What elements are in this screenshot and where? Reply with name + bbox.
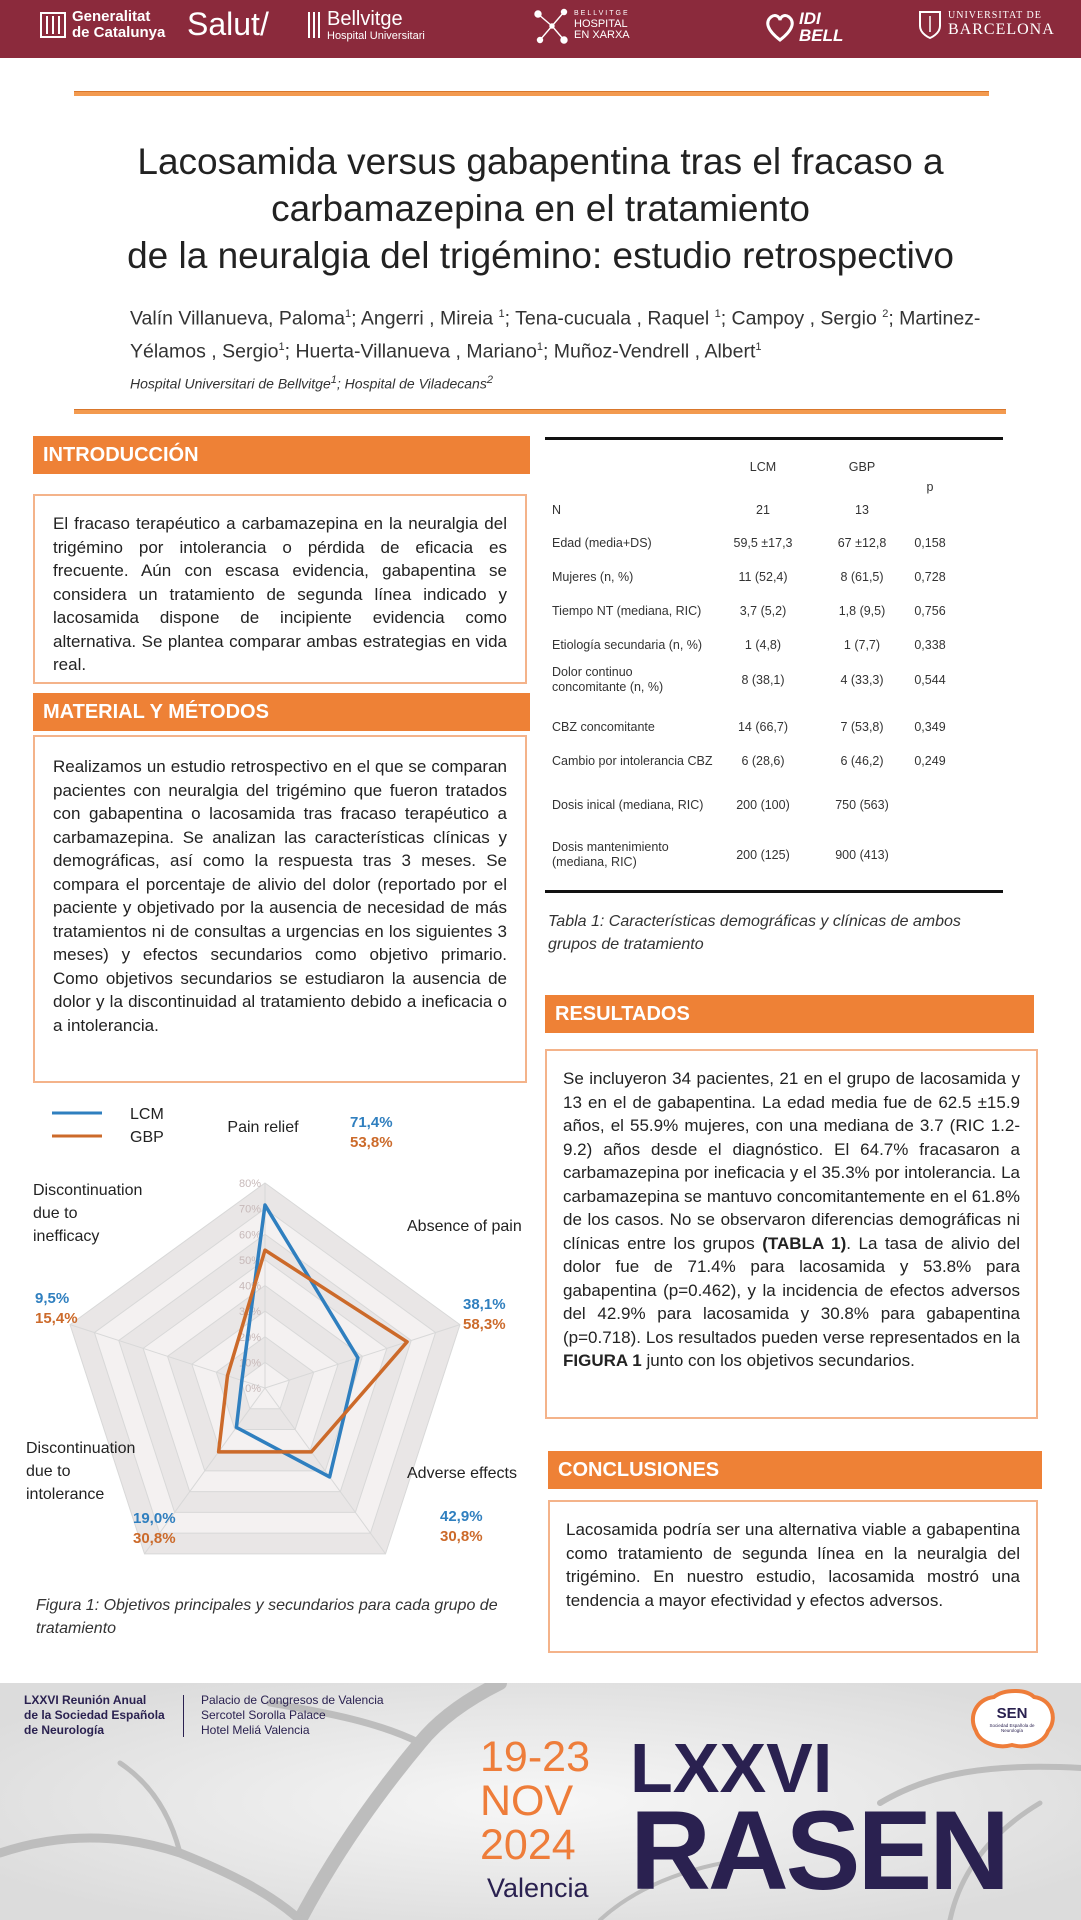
congress-city: Valencia (487, 1873, 589, 1903)
venue-line2: Sercotel Sorolla Palace (201, 1708, 326, 1722)
sen-logo-sub: Sociedad Española de Neurología (989, 1723, 1035, 1733)
radar-tick-label: 70% (238, 1203, 261, 1216)
congress-big-rasen: RASEN (630, 1788, 1008, 1913)
affiliation: Hospital Universitari de Bellvitge (130, 375, 331, 392)
author: ; Tena-cucuala , Raquel (504, 307, 715, 330)
meeting-line1: LXXVI Reunión Anual (24, 1693, 147, 1707)
table-cell-gbp: 8 (61,5) (840, 570, 884, 584)
radar-tick-label: 80% (238, 1178, 261, 1190)
generalitat-emblem-icon (40, 12, 66, 38)
radar-value-gbp: 30,8% (440, 1528, 483, 1545)
affil-sup: 1 (330, 374, 337, 386)
title-top-divider (74, 91, 989, 96)
sen-brain-icon (964, 1687, 1060, 1757)
table-cell-lcm: 3,7 (5,2) (739, 604, 787, 618)
radar-value-lcm: 9,5% (35, 1290, 70, 1307)
idibell-line2: BELL (799, 26, 844, 45)
table-col-lcm: LCM (749, 460, 777, 474)
table-cell-p: 0,728 (914, 570, 946, 584)
table-row-label: Dosis inical (mediana, RIC) (552, 798, 704, 812)
table-cell-p: 0,756 (914, 604, 946, 618)
generalitat-line1: Generalitat (72, 8, 151, 25)
conclusiones-box (548, 1500, 1038, 1653)
table-col-p: p (926, 480, 934, 494)
introduccion-box (33, 494, 527, 684)
resultados-bold-ref: FIGURA 1 (563, 1351, 642, 1370)
date-line1: 19-23 (480, 1733, 590, 1781)
radar-axis-label: due to (33, 1205, 78, 1222)
author: ; Angerri , Mireia (351, 307, 499, 330)
table-cell-gbp: 6 (46,2) (840, 754, 884, 768)
bellvitge-sub: Hospital Universitari (327, 30, 425, 42)
radar-value-lcm: 19,0% (133, 1510, 176, 1527)
meeting-name (24, 1693, 165, 1738)
table-row-label: Dosis mantenimiento (mediana, RIC) (552, 840, 669, 869)
table-cell-lcm: 6 (28,6) (741, 754, 785, 768)
resultados-text (563, 1067, 1020, 1373)
ub-seal-icon (918, 10, 942, 40)
date-line3: 2024 (480, 1821, 576, 1869)
sen-logo-text: SEN (996, 1705, 1028, 1722)
table-cell-gbp: 900 (413) (835, 848, 889, 862)
resultados-box (545, 1049, 1038, 1419)
table-bottom-rule (545, 890, 1003, 893)
radar-tick-label: 50% (238, 1254, 261, 1267)
ub-line1: UNIVERSITAT DE (948, 10, 1042, 21)
radar-value-lcm: 38,1% (463, 1296, 506, 1313)
idibell-heart-icon (763, 10, 797, 44)
affil-sup: 2 (486, 374, 493, 386)
table-cell-p: 0,249 (914, 754, 946, 768)
meeting-line3: de Neurología (24, 1723, 105, 1737)
table-cell-p: 0,158 (914, 536, 946, 550)
table-cell-gbp: 1,8 (9,5) (838, 604, 886, 618)
table-cell-lcm: 59,5 ±17,3 (733, 536, 793, 550)
table-row-label: Cambio por intolerancia CBZ (552, 754, 713, 768)
resultados-text-part: . La tasa de alivio del dolor fue de 71.4% para lacosamida y 53.8% para gabapentina (p=0.462), y la incidencia de efectos adversos del 42.9% para lacosamida y 30.8% para gabapentina (p=0.718). Los resultados pueden verse representados en la (563, 1233, 1020, 1347)
legend-label-lcm: LCM (130, 1106, 164, 1123)
network-nodes-icon (530, 6, 570, 46)
affil-sup: 1 (714, 308, 721, 320)
affil-sup: 1 (278, 340, 285, 353)
hxarxa-line1: BELLVITGE (574, 10, 630, 17)
radar-axis-label: Absence of pain (407, 1218, 522, 1235)
radar-value-gbp: 53,8% (350, 1134, 393, 1151)
table-cell-p: 0,349 (914, 720, 946, 734)
generalitat-line2: de Catalunya (72, 24, 166, 41)
meeting-line2: de la Sociedad Española (24, 1708, 165, 1722)
table-cell-lcm: 200 (100) (736, 798, 790, 812)
venue-line1: Palacio de Congresos de Valencia (201, 1693, 384, 1707)
conclusiones-text: Lacosamida podría ser una alternativa viable a gabapentina como tratamiento de segunda línea en la neuralgia del trigémino. En nuestro estudio, lacosamida mostró una tendencia a mayor efectividad y efectos adversos. (566, 1520, 1020, 1610)
ub-line2: BARCELONA (948, 21, 1055, 38)
table-row-label: Dolor continuo concomitante (n, %) (552, 665, 664, 694)
radar-value-gbp: 30,8% (133, 1530, 176, 1547)
resultados-text-part: Se incluyeron 34 pacientes, 21 en el grupo de lacosamida y 13 en el de gabapentina. La edad media fue de 62.5 ±15.9 años, el 55.9% mujeres, con una mediana de 3.7 (RIC 1.2-9.2) años desde el diagnóstico. El 64.7% fracasaron a carbamazepina por ineficacia y el 35.3% por intolerancia. La carbamazepina se mantuvo concomitantemente en el 61.8% de los casos. No se observaron diferencias demográficas ni clínicas entre los grupos (563, 1069, 1020, 1253)
radar-axis-label: Adverse effects (407, 1465, 517, 1482)
table-row-label: Edad (media+DS) (552, 536, 652, 550)
radar-tick-label: 20% (238, 1331, 261, 1344)
radar-value-lcm: 71,4% (350, 1114, 393, 1131)
figure-caption: Figura 1: Objetivos principales y secundarios para cada grupo de tratamiento (36, 1597, 498, 1637)
radar-tick-label: 30% (238, 1306, 261, 1319)
bellvitge-columns-icon (307, 10, 323, 40)
introduccion-heading: INTRODUCCIÓN (33, 436, 530, 474)
table-cell-lcm: 200 (125) (736, 848, 790, 862)
radar-axis-label: Pain relief (227, 1119, 299, 1136)
table-cell-lcm: 21 (756, 503, 770, 517)
title-bottom-divider (74, 409, 1006, 414)
title-line-3: de la neuralgia del trigémino: estudio retrospectivo (127, 235, 954, 276)
table-cell-gbp: 4 (33,3) (840, 673, 884, 687)
radar-tick-label: 40% (238, 1280, 261, 1293)
title-line-1: Lacosamida versus gabapentina tras el fracaso a (137, 141, 944, 182)
radar-value-gbp: 58,3% (463, 1316, 506, 1333)
author-list (130, 300, 990, 365)
salut-logo: Salut/ (187, 6, 269, 42)
hxarxa-line3: EN XARXA (574, 29, 630, 41)
table-col-gbp: GBP (848, 460, 876, 474)
author: ; Martinez-Yélamos , Sergio (130, 307, 981, 362)
radar-axis-label: inefficacy (33, 1228, 100, 1245)
radar-chart (20, 1095, 525, 1615)
resultados-bold-ref: (TABLA 1) (762, 1233, 847, 1253)
date-line2: NOV (480, 1777, 574, 1825)
affiliation: ; Hospital de Viladecans (336, 375, 487, 392)
congress-dates (480, 1735, 590, 1867)
sen-logo (964, 1687, 1060, 1757)
affil-sup: 1 (345, 308, 352, 320)
table-cell-lcm: 1 (4,8) (744, 638, 782, 652)
conclusiones-heading: CONCLUSIONES (548, 1451, 1042, 1489)
legend-label-gbp: GBP (130, 1129, 164, 1146)
table-row-label: Tiempo NT (mediana, RIC) (552, 604, 702, 618)
radar-tick-label: 0% (245, 1383, 261, 1395)
affil-sup: 1 (498, 308, 505, 320)
table-cell-lcm: 8 (38,1) (741, 673, 785, 687)
affil-sup: 2 (882, 308, 889, 320)
table-cell-gbp: 1 (7,7) (843, 638, 881, 652)
table-row-label: Etiología secundaria (n, %) (552, 638, 703, 652)
radar-axis-label: due to (26, 1463, 71, 1480)
hxarxa-line2: HOSPITAL (574, 18, 628, 30)
radar-value-gbp: 15,4% (35, 1310, 78, 1327)
metodos-heading: MATERIAL Y MÉTODOS (33, 693, 530, 731)
venue-list (201, 1693, 384, 1738)
table-cell-gbp: 13 (855, 503, 869, 517)
affil-sup: 1 (755, 340, 762, 353)
idibell-line1: IDI (799, 9, 821, 28)
table-top-rule (545, 437, 1003, 440)
table-cell-gbp: 750 (563) (835, 798, 889, 812)
table-cell-p: 0,544 (914, 673, 946, 687)
table-row-label: Mujeres (n, %) (552, 570, 634, 584)
author: Valín Villanueva, Paloma (130, 307, 345, 330)
header-bar (0, 0, 1081, 58)
table-cell-lcm: 11 (52,4) (738, 570, 788, 584)
table-caption: Tabla 1: Características demográficas y clínicas de ambos grupos de tratamiento (548, 913, 961, 953)
metodos-text: Realizamos un estudio retrospectivo en el que se comparan pacientes con neuralgia del trigémino que fueron tratados con gabapentina o lacosamida tras fracaso terapéutico a carbamazepina. Se analizan las características clínicas y demográficas, así como la respuesta tras 3 meses. Se compara el porcentaje de alivio del dolor (reportado por el paciente y objetivado por la ausencia de necesidad de más tratamientos ni de consultas a urgencias en los siguientes 3 meses) y efectos secundarios como objetivo primario. Como objetivos secundarios se estudiaron la ausencia de dolor y la discontinuidad al tratamiento debido a ineficacia o a intolerancia. (53, 757, 507, 1035)
resultados-text-part: junto con los objetivos secundarios. (641, 1351, 915, 1370)
resultados-heading: RESULTADOS (545, 995, 1034, 1033)
affil-sup: 1 (536, 340, 543, 353)
radar-tick-label: 60% (238, 1229, 261, 1242)
title-line-2: carbamazepina en el tratamiento (271, 188, 810, 229)
table-cell-lcm: 14 (66,7) (737, 720, 789, 734)
radar-axis-label: Discontinuation (33, 1182, 143, 1199)
congress-footer (0, 1683, 1081, 1920)
congress-big-lxxvi: LXXVI (630, 1729, 833, 1807)
table-row-label: CBZ concomitante (552, 720, 655, 734)
introduccion-text: El fracaso terapéutico a carbamazepina en la neuralgia del trigémino por intolerancia o pérdida de eficacia es frecuente. Aún con escasa evidencia, gabapentina se considera un tratamiento de segunda línea indicado y lacosamida dispone de incipiente evidencia como alternativa. Se plantea comparar ambas estrategias en vida real. (53, 514, 507, 674)
bellvitge-name: Bellvitge (327, 8, 403, 30)
radar-axis-label: intolerance (26, 1486, 105, 1503)
metodos-box (33, 735, 527, 1083)
author: ; Campoy , Sergio (720, 307, 883, 330)
poster-title (60, 138, 1021, 279)
author: ; Huerta-Villanueva , Mariano (284, 340, 537, 362)
table-row-label: N (552, 503, 562, 517)
footer-separator (183, 1695, 184, 1737)
table-cell-gbp: 7 (53,8) (840, 720, 884, 734)
figure-1-radar (20, 1095, 525, 1615)
affiliations (130, 374, 493, 392)
radar-axis-label: Discontinuation (26, 1440, 136, 1457)
radar-value-lcm: 42,9% (440, 1508, 483, 1525)
table-cell-p: 0,338 (914, 638, 946, 652)
venue-line3: Hotel Meliá Valencia (201, 1723, 310, 1737)
radar-tick-label: 10% (238, 1357, 261, 1370)
author: ; Muñoz-Vendrell , Albert (542, 340, 756, 362)
table-cell-gbp: 67 ±12,8 (837, 536, 887, 550)
